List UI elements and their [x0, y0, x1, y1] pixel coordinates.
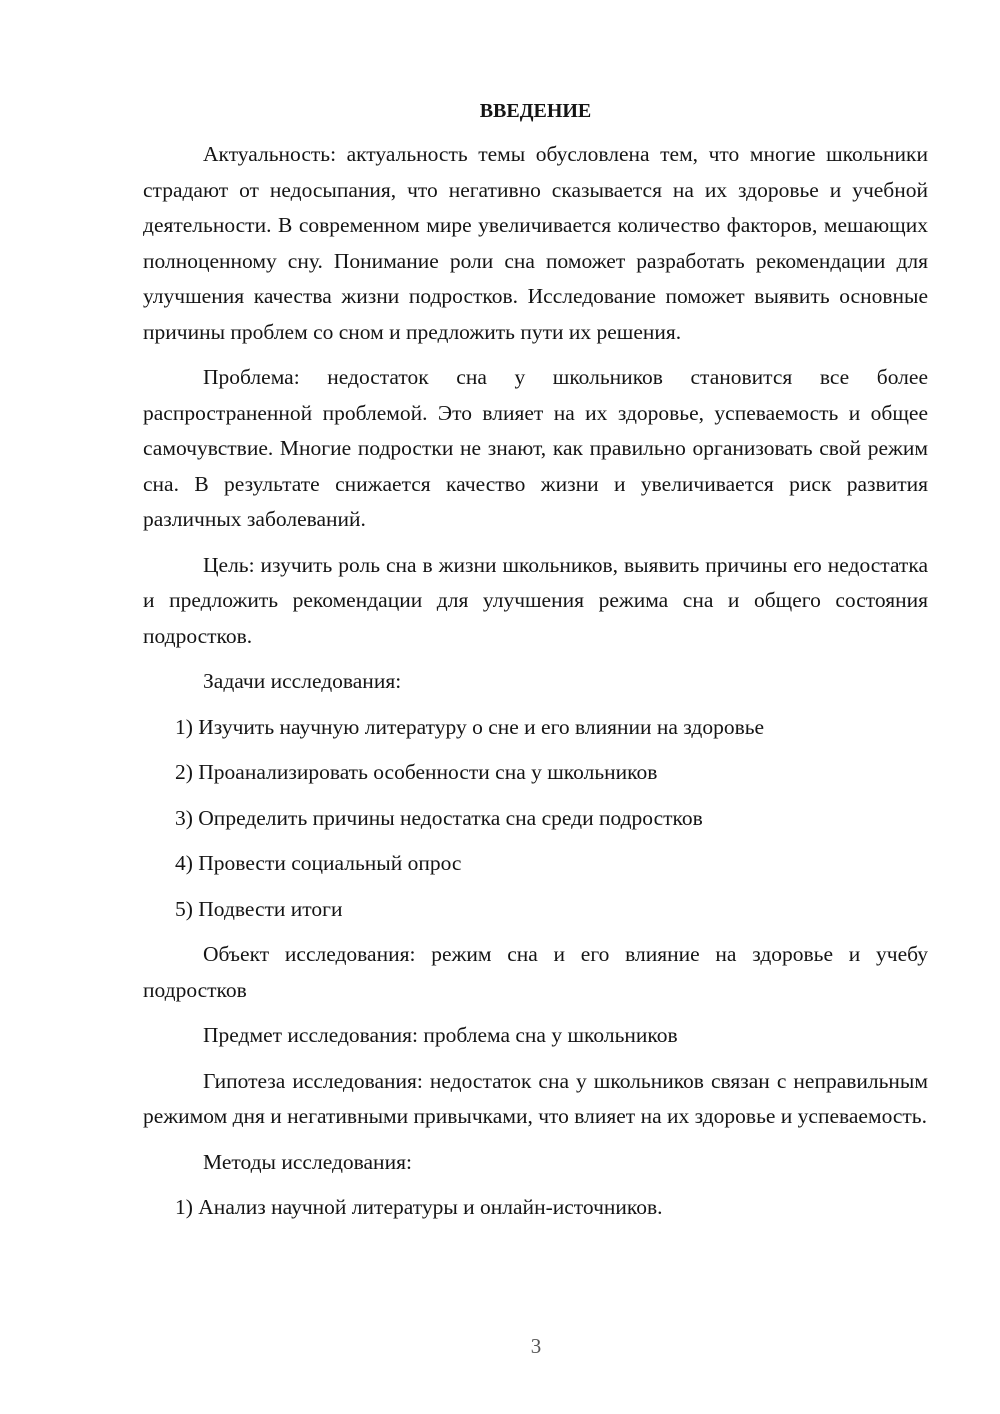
object-paragraph: Объект исследования: режим сна и его влияние на здоровье и учебу подростков [143, 942, 928, 1002]
relevance-paragraph: Актуальность: актуальность темы обусловлена тем, что многие школьники страдают от недосыпания, что негативно сказывается на их здоровье и учебной деятельности. В современном мире увеличивается количество факторов, мешающих полноценному сну. Понимание роли сна поможет разработать рекомендации для улучшения качества жизни подростков. Исследование поможет выявить основные причины проблем со сном и предложить пути их решения. [143, 142, 928, 344]
task-item-1: 1) Изучить научную литературу о сне и его влиянии на здоровье [175, 714, 765, 739]
page-content [143, 95, 928, 1236]
problem-paragraph: Проблема: недостаток сна у школьников становится все более распространенной проблемой. Это влияет на их здоровье, успеваемость и общее самочувствие. Многие подростки не знают, как правильно организовать свой режим сна. В результате снижается качество жизни и увеличивается риск развития различных заболеваний. [143, 365, 928, 531]
task-item-3: 3) Определить причины недостатка сна среди подростков [175, 805, 703, 830]
tasks-label: Задачи исследования: [203, 669, 402, 693]
task-item-4: 4) Провести социальный опрос [175, 851, 462, 875]
section-heading: ВВЕДЕНИЕ [479, 100, 592, 122]
subject-paragraph: Предмет исследования: проблема сна у школьников [203, 1023, 678, 1047]
methods-label: Методы исследования: [203, 1149, 412, 1174]
method-item-1: 1) Анализ научной литературы и онлайн-источников. [175, 1195, 663, 1219]
task-item-5: 5) Подвести итоги [175, 896, 343, 921]
page-number: 3 [530, 1334, 542, 1358]
task-item-2: 2) Проанализировать особенности сна у школьников [175, 760, 658, 784]
hypothesis-paragraph: Гипотеза исследования: недостаток сна у школьников связан с неправильным режимом дня и негативными привычками, что влияет на их здоровье и успеваемость. [143, 1068, 928, 1128]
goal-paragraph: Цель: изучить роль сна в жизни школьников, выявить причины его недостатка и предложить рекомендации для улучшения режима сна и общего состояния подростков. [143, 552, 928, 648]
